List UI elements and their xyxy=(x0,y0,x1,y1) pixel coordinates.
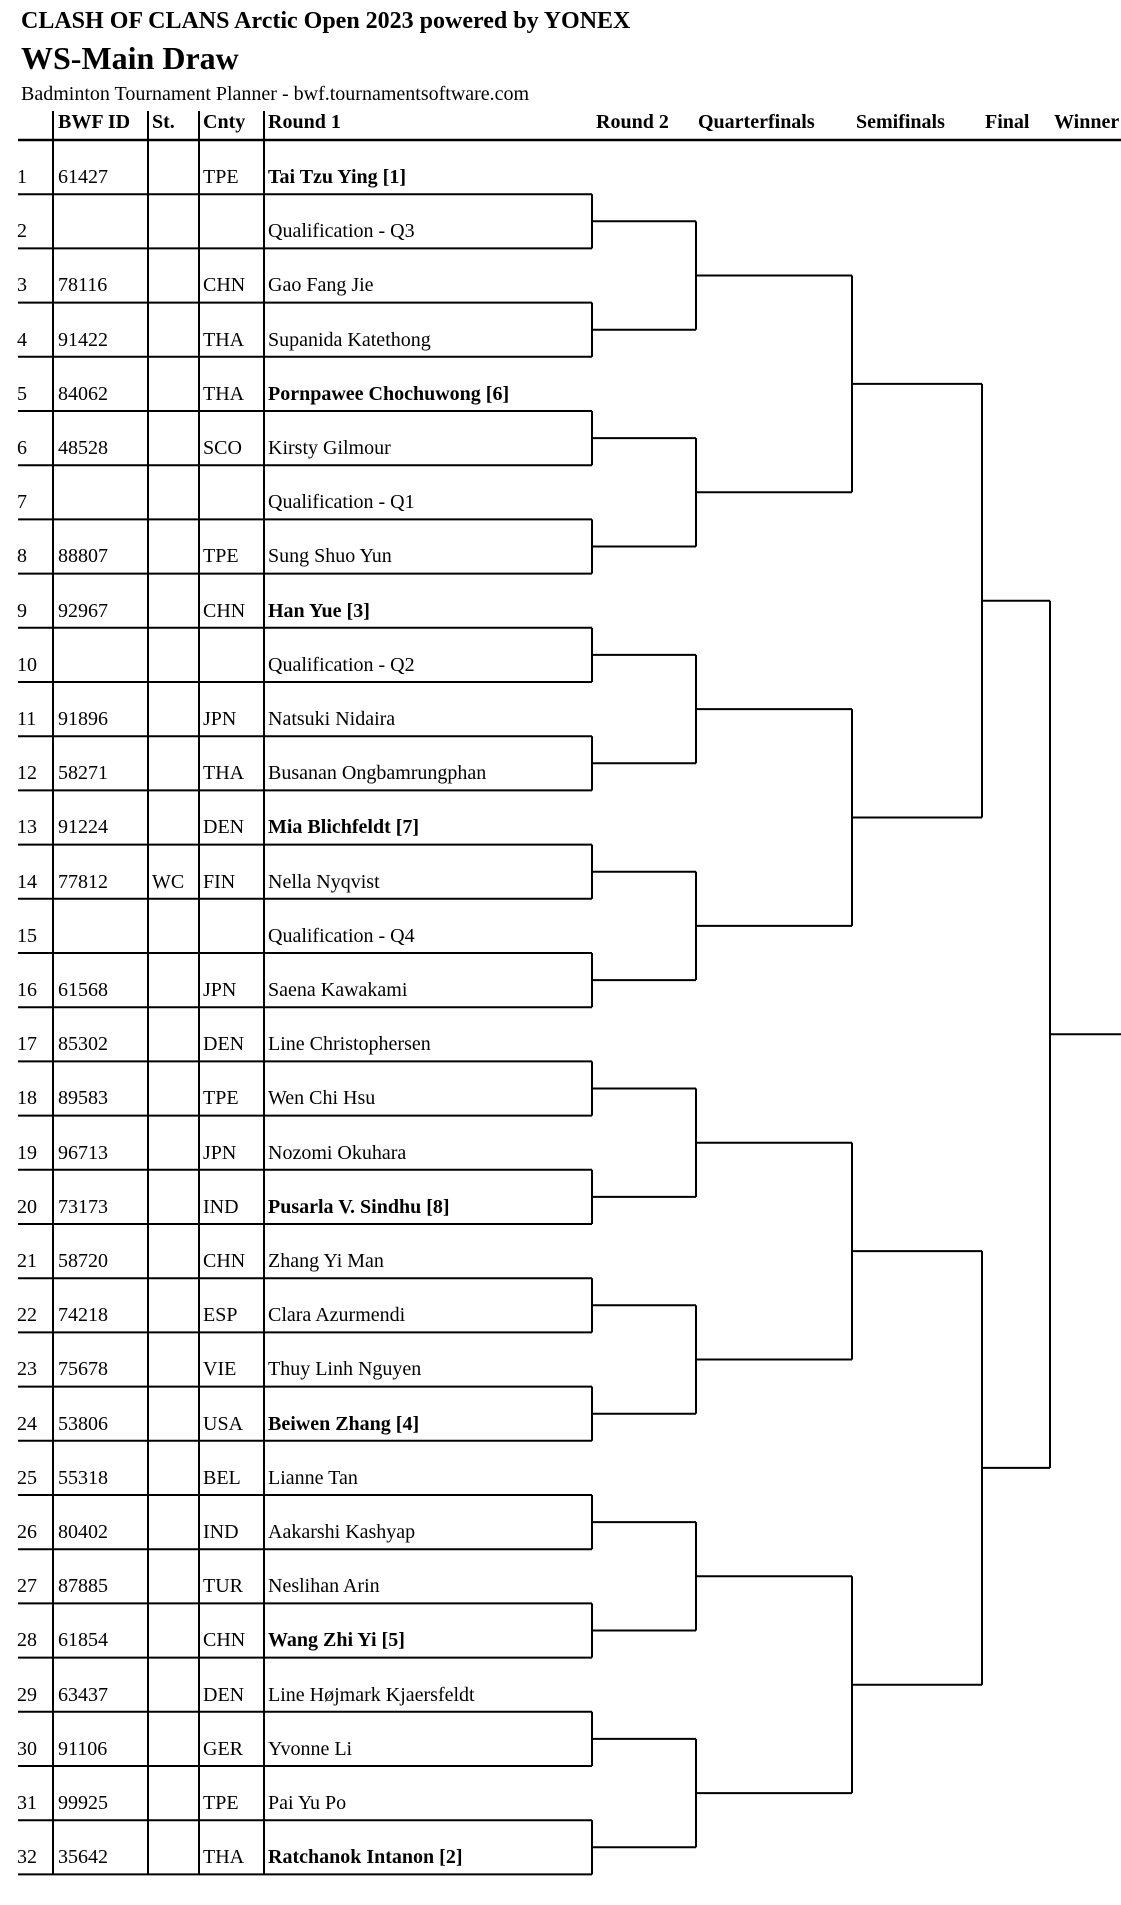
entry-position: 13 xyxy=(17,816,37,839)
entry-position: 23 xyxy=(17,1358,37,1381)
entry-position: 19 xyxy=(17,1141,37,1164)
entry-player-name: Yvonne Li xyxy=(268,1737,353,1760)
entry-position: 3 xyxy=(17,274,27,297)
entry-country: CHN xyxy=(203,274,246,297)
entry-bwf-id: 91896 xyxy=(58,708,108,730)
entry-player-name: Wang Zhi Yi [5] xyxy=(268,1629,405,1652)
entry-country: SCO xyxy=(203,437,242,459)
entry-country: JPN xyxy=(203,708,237,730)
entry-position: 7 xyxy=(17,491,27,514)
entry-position: 24 xyxy=(17,1412,37,1435)
entry-country: IND xyxy=(203,1195,239,1218)
entry-country: BEL xyxy=(203,1466,241,1489)
entry-country: ESP xyxy=(203,1304,238,1327)
entry-player-name: Tai Tzu Ying [1] xyxy=(268,166,406,188)
entry-country: CHN xyxy=(203,1629,246,1652)
entry-country: GER xyxy=(203,1737,243,1760)
entry-player-name: Natsuki Nidaira xyxy=(268,708,396,730)
entry-position: 31 xyxy=(17,1792,37,1814)
entry-bwf-id: 61854 xyxy=(58,1629,108,1652)
entry-player-name: Sung Shuo Yun xyxy=(268,545,392,568)
entry-player-name: Nozomi Okuhara xyxy=(268,1141,407,1164)
entry-bwf-id: 58720 xyxy=(58,1250,108,1272)
entry-player-name: Neslihan Arin xyxy=(268,1575,380,1598)
entry-position: 1 xyxy=(17,166,27,188)
column-header-round1: Round 1 xyxy=(268,111,341,133)
entry-position: 4 xyxy=(17,328,27,351)
entry-position: 20 xyxy=(17,1195,37,1218)
entry-position: 10 xyxy=(17,653,37,676)
entry-country: TPE xyxy=(203,1792,239,1814)
entry-country: THA xyxy=(203,1846,245,1869)
entry-country: TPE xyxy=(203,166,239,188)
entry-position: 6 xyxy=(17,437,27,459)
entry-position: 14 xyxy=(17,870,37,893)
entry-country: IND xyxy=(203,1521,239,1543)
entry-position: 8 xyxy=(17,545,27,568)
entry-bwf-id: 84062 xyxy=(58,382,108,405)
entry-player-name: Supanida Katethong xyxy=(268,328,431,351)
entry-player-name: Gao Fang Jie xyxy=(268,274,374,297)
entry-player-name: Kirsty Gilmour xyxy=(268,437,391,459)
entry-position: 27 xyxy=(17,1575,37,1598)
entry-bwf-id: 99925 xyxy=(58,1792,108,1814)
entry-country: TUR xyxy=(203,1575,243,1598)
entry-country: THA xyxy=(203,382,245,405)
entry-player-name: Line Christophersen xyxy=(268,1033,431,1056)
entry-bwf-id: 35642 xyxy=(58,1846,108,1869)
entry-country: TPE xyxy=(203,545,239,568)
entry-country: THA xyxy=(203,328,245,351)
entry-position: 18 xyxy=(17,1087,37,1110)
entry-bwf-id: 77812 xyxy=(58,870,108,893)
entry-bwf-id: 55318 xyxy=(58,1466,108,1489)
entry-country: CHN xyxy=(203,599,246,622)
entry-country: TPE xyxy=(203,1087,239,1110)
entry-bwf-id: 58271 xyxy=(58,762,108,785)
entry-country: VIE xyxy=(203,1358,237,1381)
entry-player-name: Mia Blichfeldt [7] xyxy=(268,816,420,839)
entry-country: JPN xyxy=(203,979,237,1001)
entry-player-name: Nella Nyqvist xyxy=(268,870,380,893)
entry-country: USA xyxy=(203,1412,244,1435)
entry-position: 30 xyxy=(17,1737,37,1760)
page-subtitle: Badminton Tournament Planner - bwf.tournamentsoftware.com xyxy=(21,83,530,105)
event-title: WS-Main Draw xyxy=(21,40,239,76)
entry-country: DEN xyxy=(203,1683,245,1706)
entry-bwf-id: 96713 xyxy=(58,1141,108,1164)
entry-bwf-id: 53806 xyxy=(58,1412,108,1435)
entry-player-name: Qualification - Q3 xyxy=(268,220,415,243)
entry-player-name: Thuy Linh Nguyen xyxy=(268,1358,422,1381)
entry-player-name: Pornpawee Chochuwong [6] xyxy=(268,382,510,405)
entry-player-name: Ratchanok Intanon [2] xyxy=(268,1846,463,1869)
entry-player-name: Qualification - Q4 xyxy=(268,924,415,947)
entry-country: DEN xyxy=(203,1033,245,1056)
entry-position: 9 xyxy=(17,599,27,622)
entry-player-name: Han Yue [3] xyxy=(268,599,370,622)
entry-bwf-id: 91422 xyxy=(58,328,108,351)
entry-bwf-id: 80402 xyxy=(58,1521,108,1543)
entry-player-name: Beiwen Zhang [4] xyxy=(268,1412,420,1435)
entry-bwf-id: 88807 xyxy=(58,545,108,568)
entry-bwf-id: 85302 xyxy=(58,1033,108,1056)
entry-position: 21 xyxy=(17,1250,37,1272)
entry-player-name: Pai Yu Po xyxy=(268,1792,347,1814)
entry-position: 12 xyxy=(17,762,37,785)
entry-player-name: Clara Azurmendi xyxy=(268,1304,406,1327)
column-header-semifinals: Semifinals xyxy=(856,111,945,133)
entry-bwf-id: 78116 xyxy=(58,274,108,297)
entry-bwf-id: 63437 xyxy=(58,1683,108,1706)
column-header-bwf-id: BWF ID xyxy=(58,111,131,133)
entry-bwf-id: 74218 xyxy=(58,1304,108,1327)
entry-position: 28 xyxy=(17,1629,37,1652)
entry-position: 29 xyxy=(17,1683,37,1706)
entry-status: WC xyxy=(152,870,185,893)
column-header-winner: Winner xyxy=(1054,111,1120,133)
entry-player-name: Aakarshi Kashyap xyxy=(268,1521,416,1543)
entry-player-name: Pusarla V. Sindhu [8] xyxy=(268,1195,450,1218)
column-header-round2: Round 2 xyxy=(596,111,669,133)
entry-country: FIN xyxy=(203,870,236,893)
entry-position: 15 xyxy=(17,924,37,947)
entry-bwf-id: 91106 xyxy=(58,1737,108,1760)
entry-position: 5 xyxy=(17,382,27,405)
column-header-final: Final xyxy=(985,111,1030,133)
entry-position: 25 xyxy=(17,1466,37,1489)
column-header-status: St. xyxy=(152,111,175,133)
entry-bwf-id: 48528 xyxy=(58,437,108,459)
entry-position: 22 xyxy=(17,1304,37,1327)
entry-bwf-id: 87885 xyxy=(58,1575,108,1598)
entry-position: 16 xyxy=(17,979,37,1001)
entry-position: 32 xyxy=(17,1846,37,1869)
entry-position: 17 xyxy=(17,1033,37,1056)
column-header-country: Cnty xyxy=(203,111,246,133)
entry-position: 26 xyxy=(17,1521,37,1543)
entry-player-name: Line Højmark Kjaersfeldt xyxy=(268,1683,475,1706)
entry-bwf-id: 75678 xyxy=(58,1358,108,1381)
entry-bwf-id: 91224 xyxy=(58,816,108,839)
entry-player-name: Lianne Tan xyxy=(268,1466,358,1489)
entry-country: JPN xyxy=(203,1141,237,1164)
entry-country: THA xyxy=(203,762,245,785)
entry-player-name: Zhang Yi Man xyxy=(268,1250,384,1272)
column-header-quarterfinals: Quarterfinals xyxy=(698,111,815,133)
entry-bwf-id: 89583 xyxy=(58,1087,108,1110)
entry-player-name: Busanan Ongbamrungphan xyxy=(268,762,487,785)
entry-player-name: Wen Chi Hsu xyxy=(268,1087,376,1110)
entry-bwf-id: 61427 xyxy=(58,166,108,188)
entry-country: DEN xyxy=(203,816,245,839)
entry-player-name: Qualification - Q1 xyxy=(268,491,415,514)
entry-position: 2 xyxy=(17,220,27,243)
entry-bwf-id: 61568 xyxy=(58,979,108,1001)
tournament-title: CLASH OF CLANS Arctic Open 2023 powered by YONEX xyxy=(21,8,631,34)
entry-player-name: Qualification - Q2 xyxy=(268,653,415,676)
entry-position: 11 xyxy=(17,708,37,730)
entry-bwf-id: 92967 xyxy=(58,599,108,622)
entry-country: CHN xyxy=(203,1250,246,1272)
entry-bwf-id: 73173 xyxy=(58,1195,108,1218)
entry-player-name: Saena Kawakami xyxy=(268,979,408,1001)
